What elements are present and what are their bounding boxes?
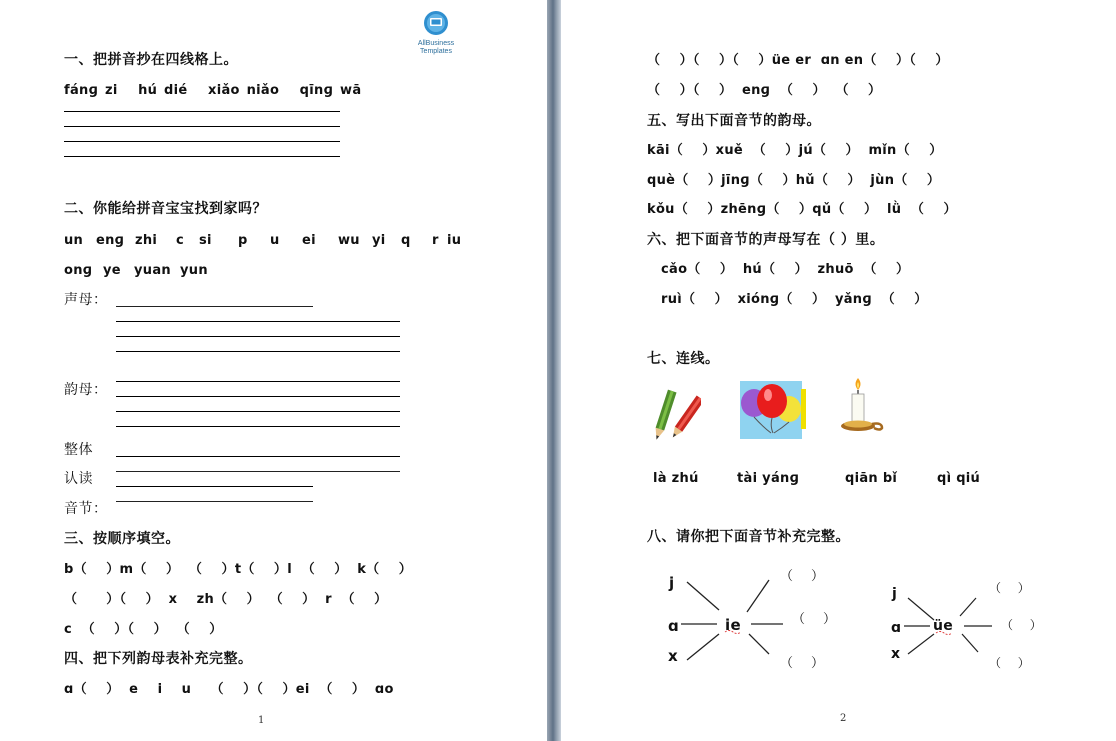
page-1 xyxy=(0,0,547,741)
pinyin-item: iu xyxy=(447,233,462,248)
diagram-2-blank: （ ） xyxy=(989,656,1031,670)
finals-row-continued: （ ）（ ）（ ）üe er ɑn en（ ）（ ） xyxy=(647,53,949,68)
pinyin-item: c xyxy=(176,233,185,248)
finals-row-continued: （ ）（ ） enɡ （ ） （ ） xyxy=(647,83,882,98)
diagram-2-blank: （ ） xyxy=(989,581,1031,595)
pinyin-item: onɡ xyxy=(64,263,93,278)
fill-row-1: b（ ）m（ ） （ ）t（ ）l （ ） k（ ） xyxy=(64,562,413,577)
pinyin-item: zhi xyxy=(135,233,158,248)
diagram-2-initial: ɑ xyxy=(891,620,902,636)
section-3-heading: 三、按顺序填空。 xyxy=(64,531,180,547)
answer-line xyxy=(116,381,400,382)
initials-question-row: cǎo（ ） hú（ ） zhuō （ ） xyxy=(661,262,910,277)
pinyin-item: wu xyxy=(338,233,360,248)
allbusiness-logo xyxy=(412,10,460,55)
diagram-2-center: üe xyxy=(933,618,954,634)
diagram-1-blank: （ ） xyxy=(792,612,837,627)
section-6-heading: 六、把下面音节的声母写在（ ）里。 xyxy=(647,232,885,248)
diagram-2-blank: （ ） xyxy=(1001,618,1043,632)
zhengti-label: 整体 xyxy=(64,442,93,458)
section-8-heading: 八、请你把下面音节补充完整。 xyxy=(647,529,850,545)
section-1-pinyin: fánɡ zi hú dié xiǎo niǎo qīnɡ wā xyxy=(64,83,362,98)
diagram-1-blank: （ ） xyxy=(780,656,825,671)
section-7-heading: 七、连线。 xyxy=(647,351,720,367)
pinyin-item: q xyxy=(401,233,411,248)
diagram-1-initial: x xyxy=(668,647,678,665)
section-1-heading: 一、把拼音抄在四线格上。 xyxy=(64,52,238,68)
page-gutter xyxy=(547,0,561,741)
answer-line xyxy=(116,411,400,412)
answer-line xyxy=(116,336,400,337)
finals-row: ɑ（ ） e i u （ ）（ ）ei （ ） ɑo xyxy=(64,682,394,697)
yinjie-label: 音节： xyxy=(64,501,108,517)
fill-row-3: c （ ）（ ） （ ） xyxy=(64,622,223,637)
candle-icon xyxy=(834,378,890,442)
answer-line xyxy=(116,501,313,502)
fill-row-2: （ ）（ ） x zh（ ） （ ） r （ ） xyxy=(64,592,388,607)
answer-line xyxy=(116,321,400,322)
answer-line xyxy=(116,456,400,457)
pencils-icon xyxy=(651,386,701,444)
page-2 xyxy=(561,0,1116,741)
logo-line-1: AllBusiness xyxy=(417,40,455,47)
pinyin-item: yun xyxy=(180,263,208,278)
pinyin-item: ei xyxy=(302,233,316,248)
pinyin-item: un xyxy=(64,233,84,248)
balloons-icon xyxy=(740,381,806,441)
pinyin-item: p xyxy=(238,233,248,248)
connect-word: là zhú xyxy=(653,471,699,486)
answer-line xyxy=(116,426,400,427)
diagram-1-initial: j xyxy=(669,574,675,592)
writing-line xyxy=(64,111,340,112)
pinyin-item: enɡ xyxy=(96,233,125,248)
diagram-2-initial: j xyxy=(892,586,898,602)
initials-question-row: ruì（ ） xiónɡ（ ） yǎnɡ （ ） xyxy=(661,292,928,307)
page-number: 2 xyxy=(840,713,847,724)
rendu-label: 认读 xyxy=(64,471,93,487)
finals-question-row: kǒu（ ）zhēnɡ（ ）qǔ（ ） lǜ （ ） xyxy=(647,202,957,217)
logo-line-2: Templates xyxy=(420,48,452,55)
pinyin-item: si xyxy=(199,233,212,248)
writing-line xyxy=(64,141,340,142)
yunmu-label: 韵母： xyxy=(64,382,108,398)
connect-word: tài yánɡ xyxy=(737,471,800,486)
shengmu-label: 声母： xyxy=(64,292,108,308)
answer-line xyxy=(116,396,400,397)
page-number: 1 xyxy=(258,715,265,726)
section-5-heading: 五、写出下面音节的韵母。 xyxy=(647,113,821,129)
pinyin-item: u xyxy=(270,233,280,248)
answer-line xyxy=(116,471,400,472)
diagram-1-blank: （ ） xyxy=(780,569,825,584)
pinyin-item: yi xyxy=(372,233,386,248)
writing-line xyxy=(64,126,340,127)
connect-word: qì qiú xyxy=(937,471,981,486)
answer-line xyxy=(116,306,313,307)
finals-question-row: què（ ）jīnɡ（ ）hǔ（ ） jùn（ ） xyxy=(647,173,941,188)
section-4-heading: 四、把下列韵母表补充完整。 xyxy=(64,651,253,667)
pinyin-item: r xyxy=(432,233,439,248)
connect-word: qiān bǐ xyxy=(845,471,898,486)
answer-line xyxy=(116,486,313,487)
answer-line xyxy=(116,351,400,352)
diagram-2-initial: x xyxy=(891,646,901,662)
diagram-1-center: ie xyxy=(725,616,741,634)
diagram-1-initial: ɑ xyxy=(668,617,680,635)
section-2-heading: 二、你能给拼音宝宝找到家吗？ xyxy=(64,201,267,217)
pinyin-item: ye xyxy=(103,263,121,278)
pinyin-item: yuan xyxy=(134,263,171,278)
writing-line xyxy=(64,156,340,157)
logo-globe-icon xyxy=(421,10,451,36)
finals-question-row: kāi（ ）xuě （ ）jú（ ） mǐn（ ） xyxy=(647,143,943,158)
